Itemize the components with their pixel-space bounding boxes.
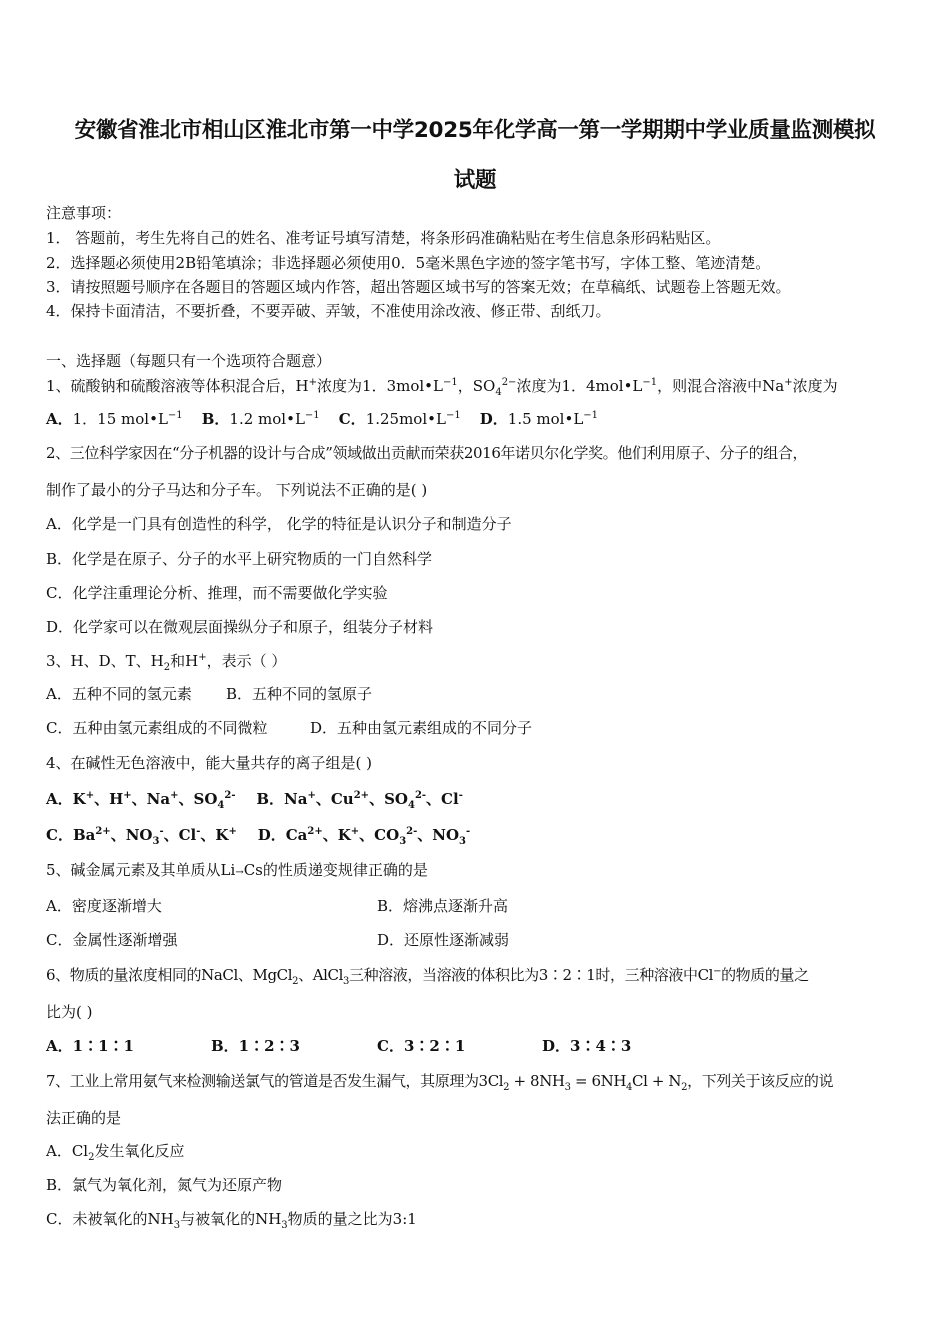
page-title: 安徽省淮北市相山区淮北市第一中学2025年化学高一第一学期期中学业质量监测模拟: [74, 118, 876, 143]
question-7-option-b: B．氯气为氧化剂，氮气为还原产物: [46, 1176, 283, 1194]
question-6-stem-cont: 比为( ): [46, 1003, 93, 1021]
question-2-option-a: A．化学是一门具有创造性的科学， 化学的特征是认识分子和制造分子: [46, 515, 512, 533]
question-5-option-b: B．熔沸点逐渐升高: [377, 897, 509, 915]
question-2-stem: 2、三位科学家因在“分子机器的设计与合成”领域做出贡献而荣获2016年诺贝尔化学奖。他们利用原子、分子的组合，: [46, 444, 808, 462]
question-6-option-d: D．3∶4∶3: [542, 1037, 632, 1055]
notice-item: 3．请按照题号顺序在各题目的答题区域内作答，超出答题区域书写的答案无效；在草稿纸、试题卷上答题无效。: [46, 278, 791, 296]
question-2-option-b: B．化学是在原子、分子的水平上研究物质的一门自然科学: [46, 550, 433, 568]
question-7-option-c: C．未被氧化的$NH_3$与被氧化的$NH_3$物质的量之比为3:1: [46, 1210, 417, 1231]
section-heading: 一、选择题（每题只有一个选项符合题意）: [46, 352, 332, 370]
question-3-option-c: C．五种由氢元素组成的不同微粒: [46, 719, 268, 737]
question-4-stem: 4、在碱性无色溶液中，能大量共存的离子组是( ): [46, 754, 373, 772]
question-2-option-c: C．化学注重理论分析、推理，而不需要做化学实验: [46, 584, 388, 602]
notice-item: 2．选择题必须使用2B铅笔填涂；非选择题必须使用0．5毫米黑色字迹的签字笔书写，字体工整、笔迹清楚。: [46, 254, 771, 272]
question-3-option-b: B．五种不同的氢原子: [226, 685, 373, 703]
question-3-stem: 3、H、D、T、$H_2$和H+，表示（ ）: [46, 652, 287, 673]
question-2-stem-cont: 制作了最小的分子马达和分子车。 下列说法不正确的是( ): [46, 481, 428, 499]
question-3-option-a: A．五种不同的氢元素: [46, 685, 192, 703]
question-7-stem-cont: 法正确的是: [46, 1109, 122, 1127]
question-4-options-cd: C．$Ba^{2+}$、$NO_3^-$、Cl-、K+ D．$Ca^{2+}$、K+、$CO_3^{2-}$、$NO_3^-$: [46, 826, 471, 847]
question-3-option-d: D．五种由氢元素组成的不同分子: [310, 719, 533, 737]
question-1-stem: 1、硫酸钠和硫酸溶液等体积混合后，H+浓度为1．$3mol•L^{-1}$，$SO_4^{2-}$浓度为1．$4mol•L^{-1}$，则混合溶液中Na+浓度为: [46, 377, 838, 398]
notice-item: 4．保持卡面清洁，不要折叠，不要弄破、弄皱，不准使用涂改液、修正带、刮纸刀。: [46, 302, 611, 320]
question-2-option-d: D．化学家可以在微观层面操纵分子和原子，组装分子材料: [46, 618, 434, 636]
question-4-options-ab: A．K+、H+、Na+、$SO_4^{2-}$ B．Na+、$Cu^{2+}$、$SO_4^{2-}$、Cl-: [46, 790, 463, 811]
question-6-option-a: A．1∶1∶1: [46, 1037, 134, 1055]
question-5-option-c: C．金属性逐渐增强: [46, 931, 178, 949]
question-5-option-d: D．还原性逐渐减弱: [377, 931, 510, 949]
question-1-options: A．1．15 $mol•L^{-1}$ B．1.2 $mol•L^{-1}$ C．$1.25mol•L^{-1}$ D．1.5 $mol•L^{-1}$: [46, 410, 599, 428]
page-title-cont: 试题: [453, 168, 497, 193]
question-6-option-c: C．3∶2∶1: [377, 1037, 466, 1055]
notice-heading: 注意事项：: [46, 204, 122, 222]
question-7-stem: 7、工业上常用氨气来检测输送氯气的管道是否发生漏气，其原理为$3Cl_2 + 8NH_3 = 6NH_4Cl + N_2$，下列关于该反应的说: [46, 1072, 834, 1093]
question-5-stem: 5、碱金属元素及其单质从Li→Cs的性质递变规律正确的是: [46, 861, 428, 879]
notice-item: 1． 答题前，考生先将自己的姓名、准考证号填写清楚，将条形码准确粘贴在考生信息条形码粘贴区。: [46, 229, 721, 247]
question-6-stem: 6、物质的量浓度相同的NaCl、MgCl$_2$、AlCl$_3$三种溶液，当溶液的体积比为3∶2∶1时，三种溶液中Cl−的物质的量之: [46, 966, 809, 987]
question-5-option-a: A．密度逐渐增大: [46, 897, 162, 915]
question-7-option-a: A．$Cl_2$发生氧化反应: [46, 1142, 185, 1163]
question-6-option-b: B．1∶2∶3: [211, 1037, 300, 1055]
